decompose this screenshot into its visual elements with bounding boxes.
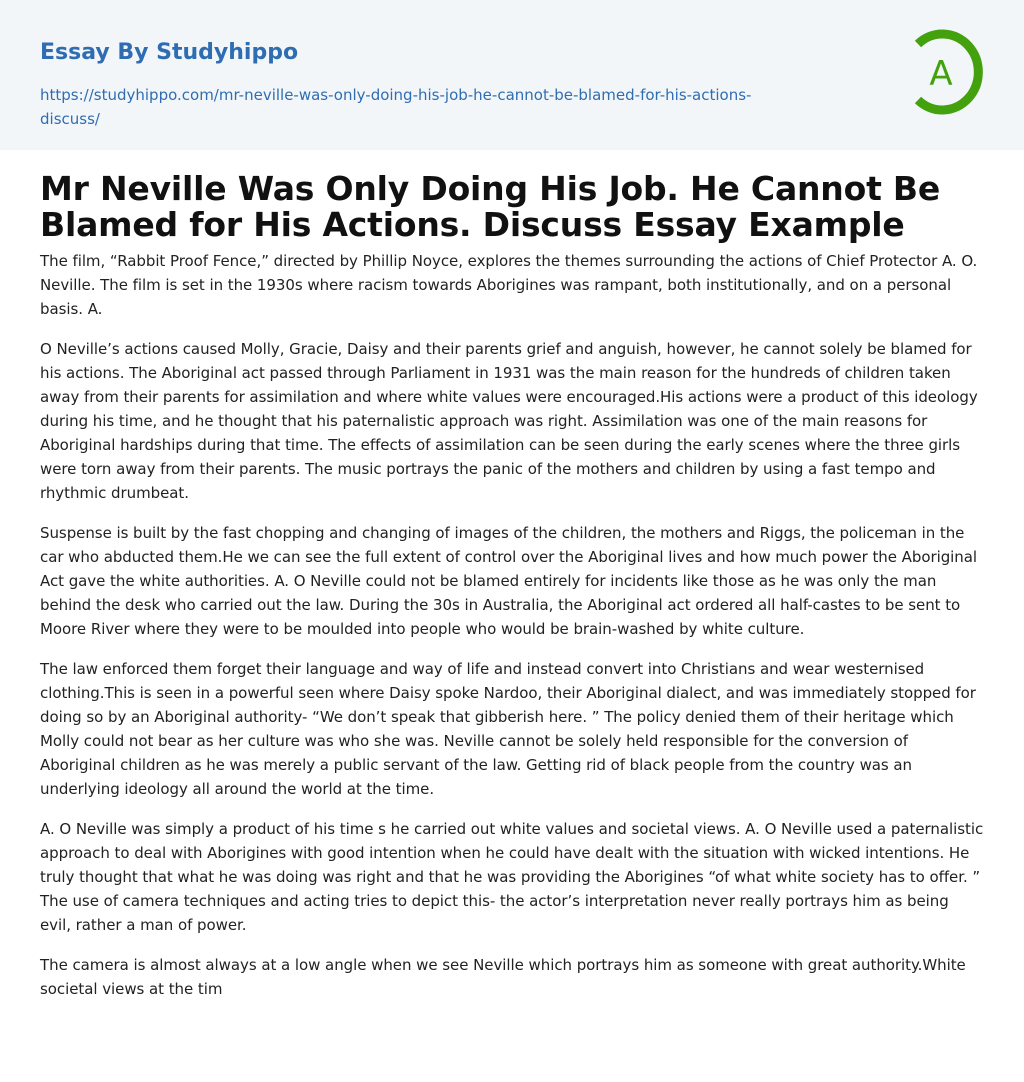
paragraph: A. O Neville was simply a product of his time s he carried out white values and societal views. A. O Neville used a paternalistic approach to deal with Aborigines with good intention when he could have dealt with the situation with wicked intentions. He truly thought that what he was doing was right and that he was providing the Aborigines “of what white society has to offer. ” The use of camera techniques and acting tries to depict this- the actor’s interpretation never really portrays him as being evil, rather a man of power. bbox=[40, 820, 984, 934]
article bbox=[0, 150, 1024, 1001]
paragraph: The film, “Rabbit Proof Fence,” directed by Phillip Noyce, explores the themes surrounding the actions of Chief Protector A. O. Neville. The film is set in the 1930s where racism towards Aborigines was rampant, both institutionally, and on a personal basis. A. bbox=[40, 252, 978, 318]
paragraph: Suspense is built by the fast chopping and changing of images of the children, the mothers and Riggs, the policeman in the car who abducted them.He we can see the full extent of control over the Aboriginal lives and how much power the Aboriginal Act gave the white authorities. A. O Neville could not be blamed entirely for incidents like those as he was only the man behind the desk who carried out the law. During the 30s in Australia, the Aboriginal act ordered all half-castes to be sent to Moore River where they were to be moulded into people who would be brain-washed by white culture. bbox=[40, 524, 978, 638]
page-title: Mr Neville Was Only Doing His Job. He Cannot Be Blamed for His Actions. Discuss Essay Example bbox=[40, 169, 941, 244]
essay-url-link[interactable]: https://studyhippo.com/mr-neville-was-only-doing-his-job-he-cannot-be-blamed-for-his-actions-discuss/ bbox=[40, 86, 752, 128]
paragraph: O Neville’s actions caused Molly, Gracie, Daisy and their parents grief and anguish, however, he cannot solely be blamed for his actions. The Aboriginal act passed through Parliament in 1931 was the main reason for the hundreds of children taken away from their parents for assimilation and where white values were encouraged.His actions were a product of this ideology during his time, and he thought that his paternalistic approach was right. Assimilation was one of the main reasons for Aboriginal hardships during that time. The effects of assimilation can be seen during the early scenes where the three girls were torn away from their parents. The music portrays the panic of the mothers and children by using a fast tempo and rhythmic drumbeat. bbox=[40, 340, 978, 502]
brand-title: Essay By Studyhippo bbox=[40, 40, 299, 65]
studyhippo-logo-icon bbox=[904, 28, 988, 116]
site-header bbox=[0, 0, 1024, 150]
paragraph: The law enforced them forget their language and way of life and instead convert into Christians and wear westernised clothing.This is seen in a powerful seen where Daisy spoke Nardoo, their Aboriginal dialect, and was immediately stopped for doing so by an Aboriginal authority- “We don’t speak that gibberish here. ” The policy denied them of their heritage which Molly could not bear as her culture was who she was. Neville cannot be solely held responsible for the conversion of Aboriginal children as he was merely a public servant of the law. Getting rid of black people from the country was an underlying ideology all around the world at the time. bbox=[40, 660, 976, 798]
paragraph: The camera is almost always at a low angle when we see Neville which portrays him as someone with great authority.White societal views at the tim bbox=[40, 956, 966, 998]
article-body bbox=[40, 249, 984, 1001]
svg-text:A: A bbox=[929, 54, 953, 94]
